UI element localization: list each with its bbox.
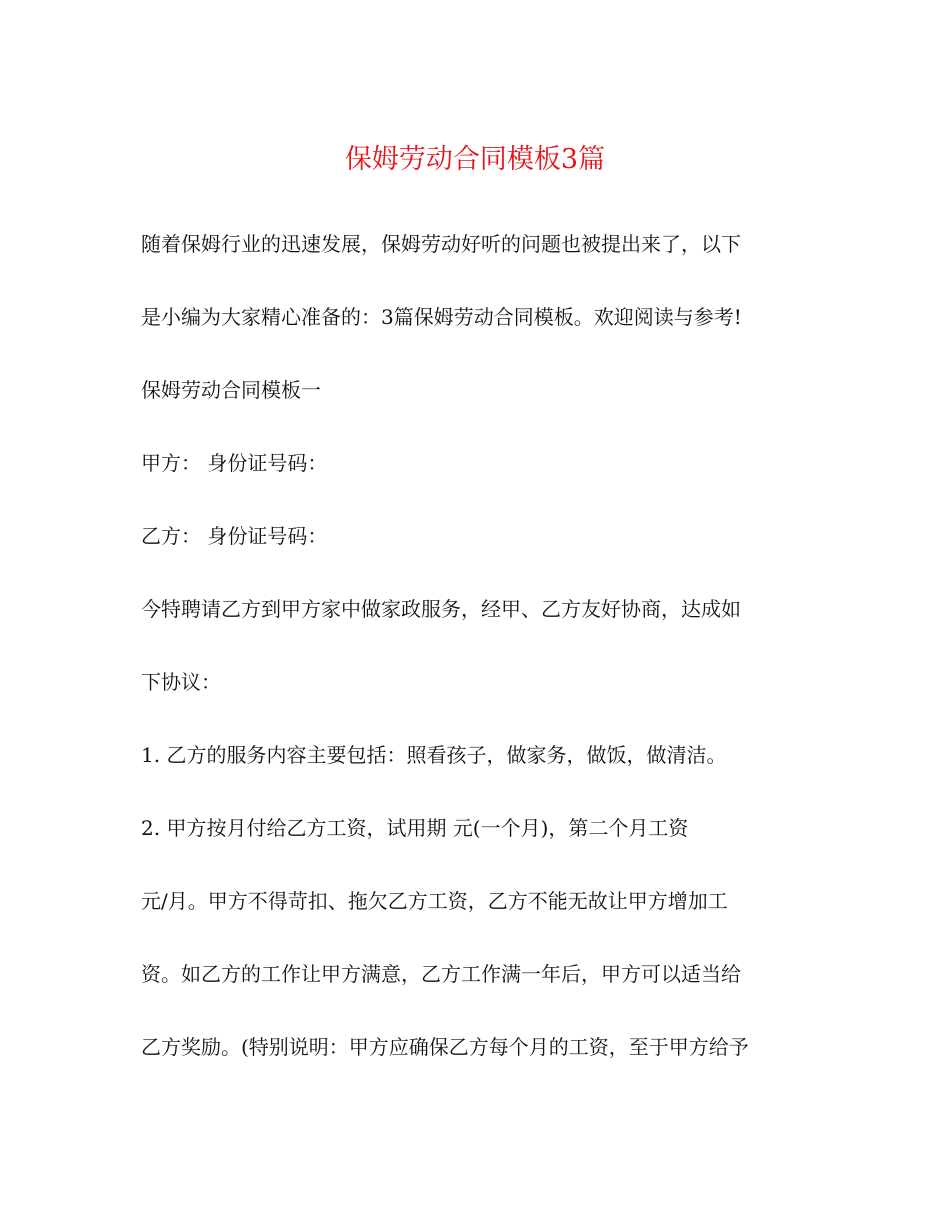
paragraph-line: 元/月。甲方不得苛扣、拖欠乙方工资，乙方不能无故让甲方增加工 bbox=[141, 889, 728, 913]
party-b-line: 乙方： 身份证号码： bbox=[141, 524, 328, 548]
paragraph-line: 资。如乙方的工作让甲方满意，乙方工作满一年后，甲方可以适当给 bbox=[141, 962, 741, 986]
party-a-line: 甲方： 身份证号码： bbox=[141, 451, 328, 475]
clause-item: 2. 甲方按月付给乙方工资，试用期 元(一个月)，第二个月工资 bbox=[141, 816, 689, 840]
paragraph-line: 下协议： bbox=[141, 670, 221, 694]
paragraph-line: 随着保姆行业的迅速发展，保姆劳动好听的问题也被提出来了，以下 bbox=[141, 232, 741, 256]
section-heading: 保姆劳动合同模板一 bbox=[141, 378, 321, 402]
paragraph-line: 是小编为大家精心准备的：3篇保姆劳动合同模板。欢迎阅读与参考! bbox=[141, 305, 742, 329]
clause-item: 1. 乙方的服务内容主要包括：照看孩子，做家务，做饭，做清洁。 bbox=[141, 743, 727, 767]
paragraph-line: 今特聘请乙方到甲方家中做家政服务，经甲、乙方友好协商，达成如 bbox=[141, 597, 741, 621]
document-title: 保姆劳动合同模板3篇 bbox=[344, 144, 606, 175]
paragraph-line: 乙方奖励。(特别说明：甲方应确保乙方每个月的工资，至于甲方给予 bbox=[141, 1035, 749, 1059]
